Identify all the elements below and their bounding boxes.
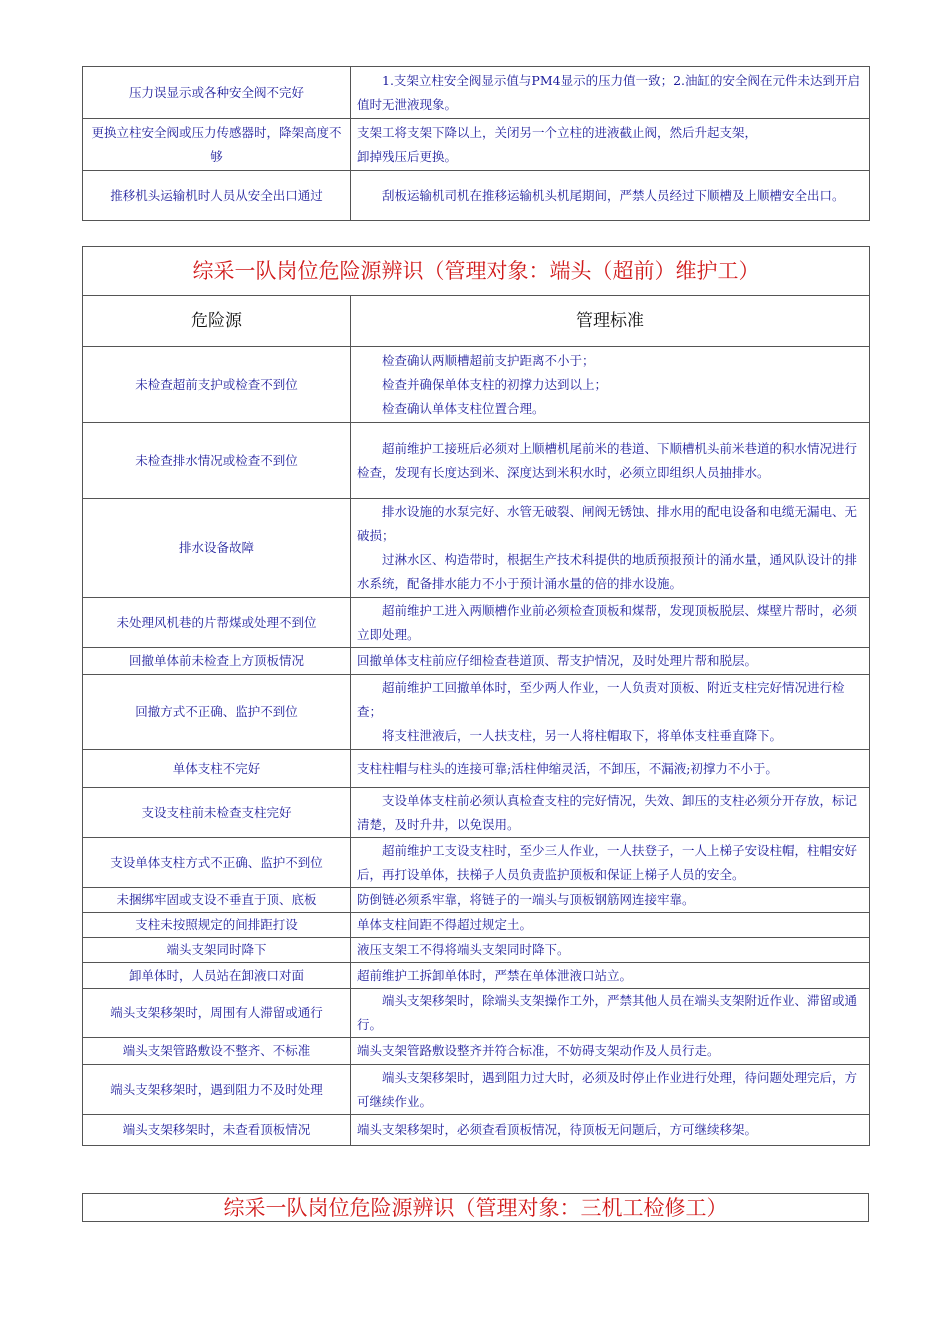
hazard-cell: 未检查超前支护或检查不到位 xyxy=(83,347,351,423)
table-row xyxy=(83,963,870,989)
standard-cell xyxy=(351,119,870,171)
table-row xyxy=(83,1038,870,1065)
standard-line: 1.支架立柱安全阀显示值与PM4显示的压力值一致；2.油缸的安全阀在元件未达到开启值时无泄液现象。 xyxy=(357,72,861,112)
standard-line: 卸掉残压后更换。 xyxy=(357,148,458,164)
standard-line: 检查确认两顺槽超前支护距离不小于； xyxy=(382,352,595,368)
table-row xyxy=(83,648,870,675)
table-row xyxy=(83,913,870,938)
table-row xyxy=(83,838,870,888)
standard-line: 端头支架管路敷设整齐并符合标准，不妨碍支架动作及人员行走。 xyxy=(357,1043,720,1058)
table-title-row xyxy=(83,247,870,296)
standard-line: 端头支架移架时，除端头支架操作工外，严禁其他人员在端头支架附近作业、滞留或通行。 xyxy=(357,993,858,1032)
column-header-standard: 管理标准 xyxy=(351,296,870,347)
standard-line: 检查确认单体支柱位置合理。 xyxy=(382,400,545,416)
standard-line: 超前维护工拆卸单体时，严禁在单体泄液口站立。 xyxy=(357,967,633,983)
hazard-cell: 未处理风机巷的片帮煤或处理不到位 xyxy=(83,598,351,648)
table-row xyxy=(83,675,870,750)
hazard-table-end-maintenance xyxy=(82,246,870,1146)
table-row xyxy=(83,788,870,838)
standard-cell xyxy=(351,963,870,989)
standard-line: 液压支架工不得将端头支架同时降下。 xyxy=(357,942,570,957)
hazard-cell: 压力误显示或各种安全阀不完好 xyxy=(83,67,351,119)
table-row xyxy=(83,888,870,913)
hazard-cell: 未检查排水情况或检查不到位 xyxy=(83,423,351,499)
standard-line: 将支柱泄液后，一人扶支柱，另一人将柱帽取下，将单体支柱垂直降下。 xyxy=(382,728,783,743)
standard-line: 支设单体支柱前必须认真检查支柱的完好情况，失效、卸压的支柱必须分开存放，标记清楚，及时升井，以免误用。 xyxy=(357,792,858,832)
standard-line: 单体支柱间距不得超过规定土。 xyxy=(357,917,533,932)
table-row xyxy=(83,499,870,598)
standard-line: 防倒链必须系牢靠，将链子的一端头与顶板钢筋网连接牢靠。 xyxy=(357,892,695,907)
standard-cell xyxy=(351,788,870,838)
table-title: 综采一队岗位危险源辨识（管理对象：端头（超前）维护工） xyxy=(83,247,870,296)
standard-cell xyxy=(351,675,870,750)
table-row xyxy=(83,989,870,1038)
table-title: 综采一队岗位危险源辨识（管理对象：三机工检修工） xyxy=(83,1194,869,1222)
hazard-cell: 支设单体支柱方式不正确、监护不到位 xyxy=(83,838,351,888)
next-section-title-table xyxy=(82,1193,869,1222)
standard-line: 回撤单体支柱前应仔细检查巷道顶、帮支护情况，及时处理片帮和脱层。 xyxy=(357,653,758,668)
standard-line: 过淋水区、构造带时，根据生产技术科提供的地质预报预计的涌水量，通风队设计的排水系统，配备排水能力不小于预计涌水量的倍的排水设施。 xyxy=(357,552,858,591)
standard-cell xyxy=(351,938,870,963)
hazard-cell: 端头支架移架时，周围有人滞留或通行 xyxy=(83,989,351,1038)
column-header-hazard: 危险源 xyxy=(83,296,351,347)
standard-cell xyxy=(351,750,870,788)
hazard-cell: 回撤单体前未检查上方顶板情况 xyxy=(83,648,351,675)
standard-line: 支柱柱帽与柱头的连接可靠;活柱伸缩灵活，不卸压，不漏液;初撑力不小于。 xyxy=(357,760,778,776)
table-row xyxy=(83,67,870,119)
standard-line: 超前维护工接班后必须对上顺槽机尾前米的巷道、下顺槽机头前米巷道的积水情况进行检查，发现有长度达到米、深度达到米积水时，必须立即组织人员抽排水。 xyxy=(357,440,858,480)
hazard-cell: 端头支架移架时，遇到阻力不及时处理 xyxy=(83,1065,351,1115)
standard-cell xyxy=(351,1065,870,1115)
hazard-cell: 回撤方式不正确、监护不到位 xyxy=(83,675,351,750)
table-row xyxy=(83,1115,870,1146)
hazard-cell: 端头支架同时降下 xyxy=(83,938,351,963)
hazard-cell: 单体支柱不完好 xyxy=(83,750,351,788)
standard-line: 端头支架移架时，必须查看顶板情况，待顶板无问题后，方可继续移架。 xyxy=(357,1122,758,1137)
table-row xyxy=(83,598,870,648)
standard-line: 排水设施的水泵完好、水管无破裂、闸阀无锈蚀、排水用的配电设备和电缆无漏电、无破损； xyxy=(357,504,858,543)
table-previous-section xyxy=(82,66,870,221)
standard-cell xyxy=(351,648,870,675)
standard-line: 端头支架移架时，遇到阻力过大时，必须及时停止作业进行处理，待问题处理完后，方可继续作业。 xyxy=(357,1069,858,1109)
hazard-cell: 端头支架管路敷设不整齐、不标准 xyxy=(83,1038,351,1065)
standard-line: 检查并确保单体支柱的初撑力达到以上； xyxy=(382,376,608,392)
standard-cell xyxy=(351,171,870,221)
hazard-cell: 排水设备故障 xyxy=(83,499,351,598)
table-header-row xyxy=(83,296,870,347)
hazard-cell: 支柱未按照规定的间排距打设 xyxy=(83,913,351,938)
table-row xyxy=(83,423,870,499)
table-row xyxy=(83,1065,870,1115)
table-row xyxy=(83,750,870,788)
table-row xyxy=(83,119,870,171)
standard-cell xyxy=(351,423,870,499)
standard-line: 超前维护工进入两顺槽作业前必须检查顶板和煤帮，发现顶板脱层、煤壁片帮时，必须立即处理。 xyxy=(357,602,858,642)
standard-cell xyxy=(351,67,870,119)
hazard-cell: 更换立柱安全阀或压力传感器时，降架高度不够 xyxy=(83,119,351,171)
standard-cell xyxy=(351,838,870,888)
standard-line: 支架工将支架下降以上，关闭另一个立柱的进液截止阀，然后升起支架， xyxy=(357,124,758,140)
standard-cell xyxy=(351,598,870,648)
standard-cell xyxy=(351,1115,870,1146)
table-body xyxy=(83,347,870,1146)
standard-cell xyxy=(351,913,870,938)
table-row xyxy=(83,938,870,963)
hazard-cell: 未捆绑牢固或支设不垂直于顶、底板 xyxy=(83,888,351,913)
standard-line: 超前维护工支设支柱时，至少三人作业，一人扶登子，一人上梯子安设柱帽，柱帽安好后，再打设单体，扶梯子人员负责监护顶板和保证上梯子人员的安全。 xyxy=(357,842,858,882)
hazard-cell: 推移机头运输机时人员从安全出口通过 xyxy=(83,171,351,221)
hazard-cell: 卸单体时，人员站在卸液口对面 xyxy=(83,963,351,989)
hazard-cell: 端头支架移架时，未查看顶板情况 xyxy=(83,1115,351,1146)
standard-line: 超前维护工回撤单体时，至少两人作业，一人负责对顶板、附近支柱完好情况进行检查； xyxy=(357,680,845,719)
table-row xyxy=(83,171,870,221)
standard-line: 刮板运输机司机在推移运输机头机尾期间，严禁人员经过下顺槽及上顺槽安全出口。 xyxy=(382,187,845,203)
hazard-cell: 支设支柱前未检查支柱完好 xyxy=(83,788,351,838)
standard-cell xyxy=(351,347,870,423)
standard-cell xyxy=(351,499,870,598)
standard-cell xyxy=(351,989,870,1038)
standard-cell xyxy=(351,888,870,913)
table-title-row xyxy=(83,1194,869,1222)
standard-cell xyxy=(351,1038,870,1065)
table-row xyxy=(83,347,870,423)
